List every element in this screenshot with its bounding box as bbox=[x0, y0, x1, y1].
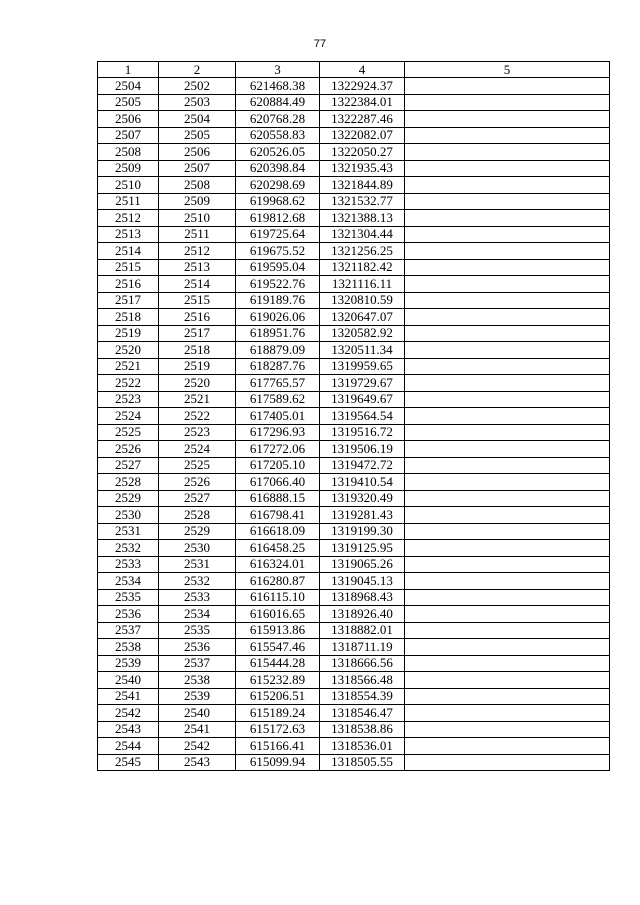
table-cell: 2513 bbox=[98, 226, 159, 243]
table-row bbox=[98, 177, 610, 194]
table-cell: 2511 bbox=[98, 193, 159, 210]
table-cell: 1318882.01 bbox=[320, 622, 405, 639]
table-cell: 2543 bbox=[159, 754, 236, 771]
table-row bbox=[98, 606, 610, 623]
table-cell: 2507 bbox=[98, 127, 159, 144]
table-cell: 2502 bbox=[159, 78, 236, 95]
table-cell: 1322082.07 bbox=[320, 127, 405, 144]
table-cell: 2517 bbox=[98, 292, 159, 309]
table-row bbox=[98, 490, 610, 507]
column-header: 3 bbox=[236, 62, 320, 78]
table-cell: 1321116.11 bbox=[320, 276, 405, 293]
table-cell bbox=[405, 292, 610, 309]
table-cell: 1319125.95 bbox=[320, 540, 405, 557]
table-cell: 1318711.19 bbox=[320, 639, 405, 656]
table-cell: 2518 bbox=[98, 309, 159, 326]
table-cell: 2514 bbox=[159, 276, 236, 293]
table-cell: 1322050.27 bbox=[320, 144, 405, 161]
table-cell: 2545 bbox=[98, 754, 159, 771]
table-cell: 2544 bbox=[98, 738, 159, 755]
table-cell: 619812.68 bbox=[236, 210, 320, 227]
table-cell bbox=[405, 441, 610, 458]
table-cell: 2520 bbox=[159, 375, 236, 392]
table-cell: 2535 bbox=[98, 589, 159, 606]
table-cell: 2538 bbox=[98, 639, 159, 656]
table-cell: 621468.38 bbox=[236, 78, 320, 95]
table-row bbox=[98, 127, 610, 144]
table-row bbox=[98, 639, 610, 656]
table-cell: 2528 bbox=[159, 507, 236, 524]
table-cell: 1320582.92 bbox=[320, 325, 405, 342]
table-cell: 2527 bbox=[98, 457, 159, 474]
table-cell: 617589.62 bbox=[236, 391, 320, 408]
table-cell: 2541 bbox=[159, 721, 236, 738]
table-cell bbox=[405, 589, 610, 606]
table-cell: 2532 bbox=[159, 573, 236, 590]
table-cell: 1321532.77 bbox=[320, 193, 405, 210]
table-row bbox=[98, 160, 610, 177]
column-header: 4 bbox=[320, 62, 405, 78]
table-row bbox=[98, 507, 610, 524]
table-cell: 2533 bbox=[98, 556, 159, 573]
table-cell: 2523 bbox=[98, 391, 159, 408]
table-cell: 1322384.01 bbox=[320, 94, 405, 111]
table-cell: 617405.01 bbox=[236, 408, 320, 425]
table-cell: 615206.51 bbox=[236, 688, 320, 705]
table-cell: 2536 bbox=[159, 639, 236, 656]
table-cell: 615166.41 bbox=[236, 738, 320, 755]
table-cell: 2519 bbox=[98, 325, 159, 342]
table-cell: 2510 bbox=[159, 210, 236, 227]
table-cell: 616280.87 bbox=[236, 573, 320, 590]
table-cell: 2512 bbox=[159, 243, 236, 260]
table-cell: 620398.84 bbox=[236, 160, 320, 177]
table-cell bbox=[405, 243, 610, 260]
table-cell: 1321256.25 bbox=[320, 243, 405, 260]
table-cell bbox=[405, 622, 610, 639]
table-cell bbox=[405, 210, 610, 227]
table-cell: 619968.62 bbox=[236, 193, 320, 210]
table-cell: 1318666.56 bbox=[320, 655, 405, 672]
table-row bbox=[98, 556, 610, 573]
table-cell: 620558.83 bbox=[236, 127, 320, 144]
table-cell bbox=[405, 540, 610, 557]
page-number: 77 bbox=[313, 38, 327, 50]
table-cell: 2529 bbox=[98, 490, 159, 507]
table-row bbox=[98, 441, 610, 458]
table-cell: 2537 bbox=[159, 655, 236, 672]
table-cell: 2505 bbox=[159, 127, 236, 144]
table-cell bbox=[405, 490, 610, 507]
table-cell bbox=[405, 391, 610, 408]
table-cell: 2516 bbox=[159, 309, 236, 326]
table-cell bbox=[405, 160, 610, 177]
table-cell: 2525 bbox=[98, 424, 159, 441]
table-cell: 2539 bbox=[98, 655, 159, 672]
table-cell: 2531 bbox=[98, 523, 159, 540]
table-cell: 1318926.40 bbox=[320, 606, 405, 623]
table-cell: 616618.09 bbox=[236, 523, 320, 540]
table-cell bbox=[405, 375, 610, 392]
coordinates-table bbox=[97, 61, 610, 771]
table-row bbox=[98, 94, 610, 111]
table-cell: 2540 bbox=[159, 705, 236, 722]
table-cell: 1318546.47 bbox=[320, 705, 405, 722]
table-cell: 2526 bbox=[98, 441, 159, 458]
table-cell: 1319506.19 bbox=[320, 441, 405, 458]
table-cell: 2541 bbox=[98, 688, 159, 705]
table-cell: 2508 bbox=[98, 144, 159, 161]
table-cell bbox=[405, 705, 610, 722]
table-cell: 2513 bbox=[159, 259, 236, 276]
table-cell bbox=[405, 457, 610, 474]
table-row bbox=[98, 721, 610, 738]
table-cell: 615913.86 bbox=[236, 622, 320, 639]
table-cell: 615444.28 bbox=[236, 655, 320, 672]
table-cell: 619026.06 bbox=[236, 309, 320, 326]
table-cell bbox=[405, 259, 610, 276]
table-cell: 2517 bbox=[159, 325, 236, 342]
table-cell bbox=[405, 655, 610, 672]
table-row bbox=[98, 144, 610, 161]
table-row bbox=[98, 375, 610, 392]
table-cell bbox=[405, 606, 610, 623]
table-cell: 2526 bbox=[159, 474, 236, 491]
table-cell: 618287.76 bbox=[236, 358, 320, 375]
table-cell: 2518 bbox=[159, 342, 236, 359]
table-row bbox=[98, 309, 610, 326]
table-cell: 618951.76 bbox=[236, 325, 320, 342]
table-cell bbox=[405, 144, 610, 161]
table-cell bbox=[405, 408, 610, 425]
table-row bbox=[98, 210, 610, 227]
table-cell bbox=[405, 127, 610, 144]
table-cell bbox=[405, 94, 610, 111]
table-cell: 1319472.72 bbox=[320, 457, 405, 474]
table-cell: 2521 bbox=[159, 391, 236, 408]
table-cell: 619725.64 bbox=[236, 226, 320, 243]
table-cell: 618879.09 bbox=[236, 342, 320, 359]
table-cell bbox=[405, 111, 610, 128]
table-row bbox=[98, 457, 610, 474]
table-cell: 2522 bbox=[98, 375, 159, 392]
table-cell: 2511 bbox=[159, 226, 236, 243]
table-row bbox=[98, 292, 610, 309]
table-cell: 620768.28 bbox=[236, 111, 320, 128]
table-cell: 616798.41 bbox=[236, 507, 320, 524]
table-cell bbox=[405, 276, 610, 293]
table-cell: 2523 bbox=[159, 424, 236, 441]
column-header: 1 bbox=[98, 62, 159, 78]
table-cell: 2520 bbox=[98, 342, 159, 359]
table-cell: 2505 bbox=[98, 94, 159, 111]
table-row bbox=[98, 523, 610, 540]
table-cell bbox=[405, 193, 610, 210]
table-row bbox=[98, 424, 610, 441]
table-row bbox=[98, 754, 610, 771]
column-header: 2 bbox=[159, 62, 236, 78]
table-row bbox=[98, 408, 610, 425]
table-cell: 2534 bbox=[159, 606, 236, 623]
table-cell: 1319516.72 bbox=[320, 424, 405, 441]
table-row bbox=[98, 391, 610, 408]
table-cell: 620298.69 bbox=[236, 177, 320, 194]
table-cell: 617765.57 bbox=[236, 375, 320, 392]
table-cell: 1319045.13 bbox=[320, 573, 405, 590]
table-row bbox=[98, 474, 610, 491]
table-cell bbox=[405, 78, 610, 95]
table-cell: 2539 bbox=[159, 688, 236, 705]
table-cell: 615232.89 bbox=[236, 672, 320, 689]
table-cell: 617066.40 bbox=[236, 474, 320, 491]
table-cell: 2536 bbox=[98, 606, 159, 623]
table-body bbox=[98, 78, 610, 771]
table-row bbox=[98, 276, 610, 293]
table-cell bbox=[405, 309, 610, 326]
table-cell: 1320647.07 bbox=[320, 309, 405, 326]
table-row bbox=[98, 672, 610, 689]
table-cell: 615547.46 bbox=[236, 639, 320, 656]
table-cell: 2527 bbox=[159, 490, 236, 507]
table-cell bbox=[405, 639, 610, 656]
table-cell: 2532 bbox=[98, 540, 159, 557]
table-cell: 1319281.43 bbox=[320, 507, 405, 524]
table-cell: 616324.01 bbox=[236, 556, 320, 573]
table-row bbox=[98, 342, 610, 359]
table-row bbox=[98, 573, 610, 590]
table-cell: 620884.49 bbox=[236, 94, 320, 111]
table-header-row bbox=[98, 62, 610, 78]
table-cell: 2524 bbox=[98, 408, 159, 425]
table-row bbox=[98, 738, 610, 755]
table-cell: 615172.63 bbox=[236, 721, 320, 738]
table-row bbox=[98, 193, 610, 210]
table-row bbox=[98, 705, 610, 722]
table-row bbox=[98, 688, 610, 705]
table-cell: 2543 bbox=[98, 721, 159, 738]
table-cell: 1321844.89 bbox=[320, 177, 405, 194]
table-cell: 2533 bbox=[159, 589, 236, 606]
table-cell: 2540 bbox=[98, 672, 159, 689]
table-cell: 617205.10 bbox=[236, 457, 320, 474]
column-header: 5 bbox=[405, 62, 610, 78]
table-cell: 1319959.65 bbox=[320, 358, 405, 375]
table-cell bbox=[405, 721, 610, 738]
table-cell: 1319065.26 bbox=[320, 556, 405, 573]
table-cell: 616115.10 bbox=[236, 589, 320, 606]
table-row bbox=[98, 243, 610, 260]
table-cell: 1319199.30 bbox=[320, 523, 405, 540]
table-cell: 2534 bbox=[98, 573, 159, 590]
table-cell bbox=[405, 672, 610, 689]
table-cell bbox=[405, 738, 610, 755]
table-cell: 2542 bbox=[98, 705, 159, 722]
table-cell: 615099.94 bbox=[236, 754, 320, 771]
table-cell: 2525 bbox=[159, 457, 236, 474]
table-cell bbox=[405, 226, 610, 243]
table-cell: 615189.24 bbox=[236, 705, 320, 722]
table-row bbox=[98, 259, 610, 276]
table-cell: 2515 bbox=[98, 259, 159, 276]
table-cell: 2524 bbox=[159, 441, 236, 458]
table-cell: 1318538.86 bbox=[320, 721, 405, 738]
table-cell: 2531 bbox=[159, 556, 236, 573]
table-cell bbox=[405, 325, 610, 342]
table-row bbox=[98, 325, 610, 342]
table-cell bbox=[405, 754, 610, 771]
table-cell: 2528 bbox=[98, 474, 159, 491]
table-cell: 1321304.44 bbox=[320, 226, 405, 243]
table-row bbox=[98, 589, 610, 606]
table-cell: 2506 bbox=[159, 144, 236, 161]
table-cell: 2507 bbox=[159, 160, 236, 177]
table-cell bbox=[405, 556, 610, 573]
table-cell: 2512 bbox=[98, 210, 159, 227]
table-cell: 620526.05 bbox=[236, 144, 320, 161]
table-cell: 2537 bbox=[98, 622, 159, 639]
table-cell bbox=[405, 424, 610, 441]
table-cell: 2535 bbox=[159, 622, 236, 639]
table-cell: 1321935.43 bbox=[320, 160, 405, 177]
table-cell: 1321182.42 bbox=[320, 259, 405, 276]
table-row bbox=[98, 111, 610, 128]
table-cell: 2508 bbox=[159, 177, 236, 194]
table-cell: 2529 bbox=[159, 523, 236, 540]
table-cell: 619522.76 bbox=[236, 276, 320, 293]
table-cell: 2530 bbox=[159, 540, 236, 557]
table-row bbox=[98, 226, 610, 243]
table-cell: 2506 bbox=[98, 111, 159, 128]
table-cell: 1320810.59 bbox=[320, 292, 405, 309]
table-cell: 619595.04 bbox=[236, 259, 320, 276]
table-cell: 1318505.55 bbox=[320, 754, 405, 771]
table-cell: 2509 bbox=[98, 160, 159, 177]
table-cell: 2504 bbox=[98, 78, 159, 95]
table-cell: 1318536.01 bbox=[320, 738, 405, 755]
table-cell: 1319564.54 bbox=[320, 408, 405, 425]
table-row bbox=[98, 358, 610, 375]
table-cell: 619189.76 bbox=[236, 292, 320, 309]
table-cell: 616016.65 bbox=[236, 606, 320, 623]
table-cell: 2538 bbox=[159, 672, 236, 689]
table-cell: 617296.93 bbox=[236, 424, 320, 441]
table-cell: 2514 bbox=[98, 243, 159, 260]
table-cell bbox=[405, 177, 610, 194]
table-row bbox=[98, 655, 610, 672]
table-cell: 617272.06 bbox=[236, 441, 320, 458]
table-cell bbox=[405, 358, 610, 375]
table-cell: 2519 bbox=[159, 358, 236, 375]
table-cell bbox=[405, 688, 610, 705]
table-cell bbox=[405, 523, 610, 540]
table-cell: 619675.52 bbox=[236, 243, 320, 260]
table-cell: 2503 bbox=[159, 94, 236, 111]
table-cell: 1318554.39 bbox=[320, 688, 405, 705]
table-cell: 1320511.34 bbox=[320, 342, 405, 359]
table-cell: 1319410.54 bbox=[320, 474, 405, 491]
table-row bbox=[98, 78, 610, 95]
table-cell: 2530 bbox=[98, 507, 159, 524]
table-cell: 1319729.67 bbox=[320, 375, 405, 392]
table-cell: 1319649.67 bbox=[320, 391, 405, 408]
table-cell: 2504 bbox=[159, 111, 236, 128]
table-cell bbox=[405, 474, 610, 491]
table-cell: 1318566.48 bbox=[320, 672, 405, 689]
table-cell: 1319320.49 bbox=[320, 490, 405, 507]
table-cell bbox=[405, 507, 610, 524]
table-cell: 2522 bbox=[159, 408, 236, 425]
table-row bbox=[98, 622, 610, 639]
table-cell: 2515 bbox=[159, 292, 236, 309]
table-cell: 616458.25 bbox=[236, 540, 320, 557]
table-row bbox=[98, 540, 610, 557]
table-cell: 616888.15 bbox=[236, 490, 320, 507]
table-cell: 2521 bbox=[98, 358, 159, 375]
table-cell: 1322287.46 bbox=[320, 111, 405, 128]
table-cell: 2516 bbox=[98, 276, 159, 293]
table-cell bbox=[405, 573, 610, 590]
table-cell: 1322924.37 bbox=[320, 78, 405, 95]
table-cell bbox=[405, 342, 610, 359]
table-cell: 2509 bbox=[159, 193, 236, 210]
table-cell: 2542 bbox=[159, 738, 236, 755]
table-cell: 1318968.43 bbox=[320, 589, 405, 606]
table-cell: 2510 bbox=[98, 177, 159, 194]
table-cell: 1321388.13 bbox=[320, 210, 405, 227]
